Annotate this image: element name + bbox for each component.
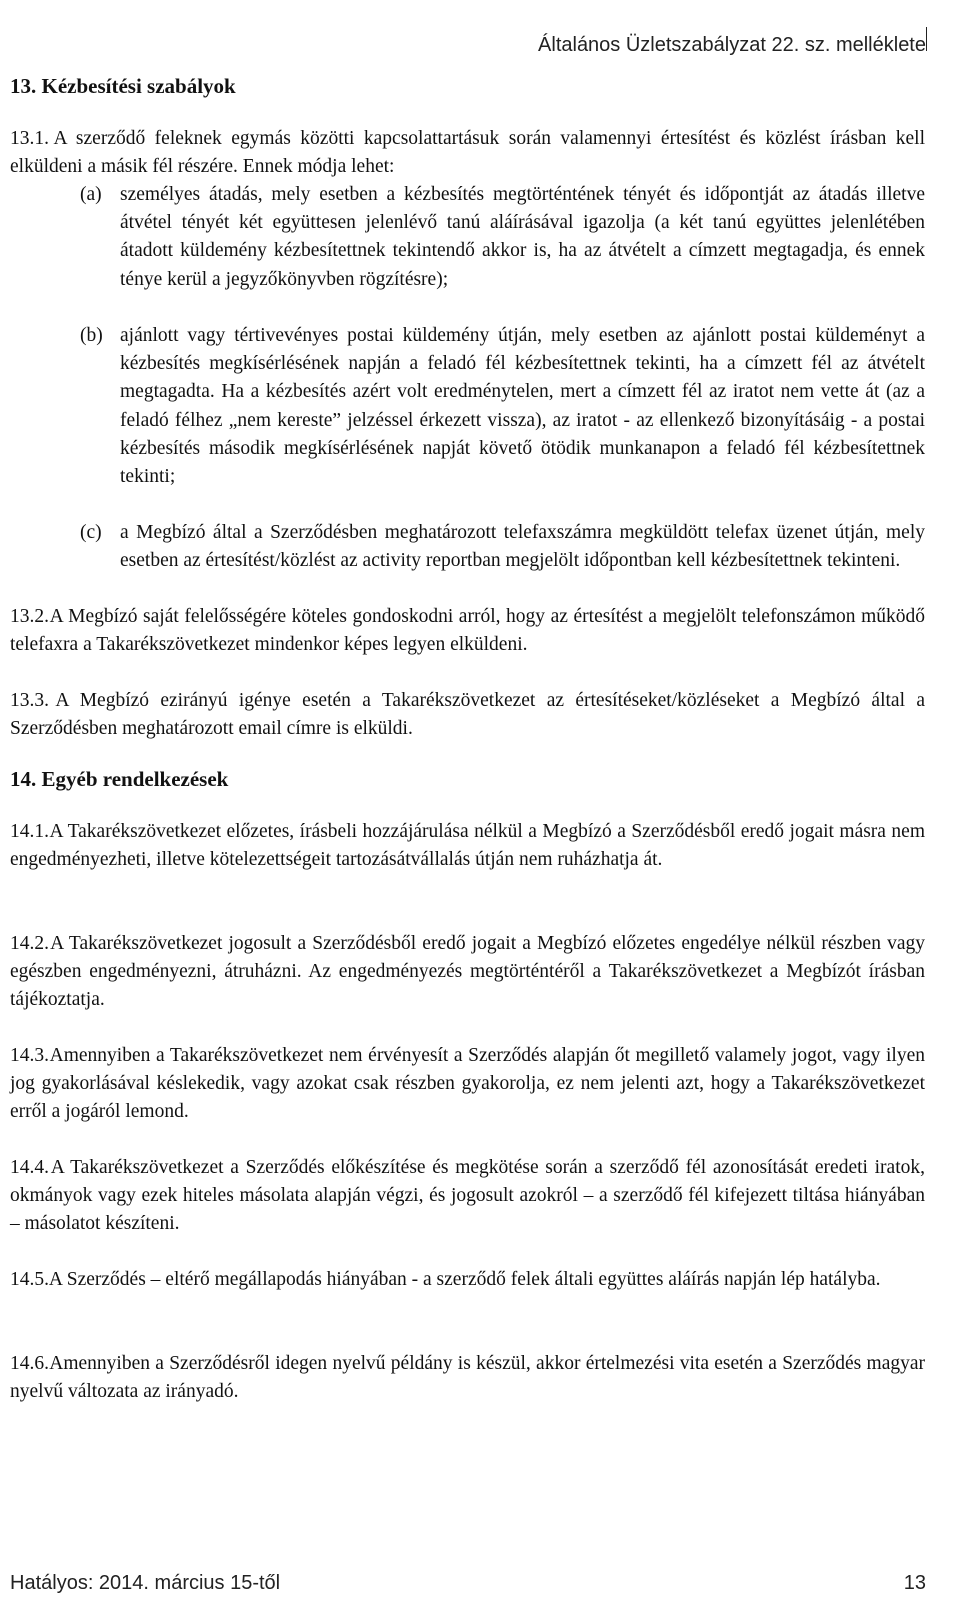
- section-14-heading: 14. Egyéb rendelkezések: [10, 767, 229, 791]
- paragraph-14-6: [10, 1350, 925, 1406]
- paragraph-number: 14.6.: [10, 1353, 49, 1374]
- list-item-text: személyes átadás, mely esetben a kézbesítés megtörténtének tényét és időpontját az átadás illetve átvétel tényét két együttesen jelenlévő tanú aláírásával igazolja (a két tanú együttes jelenlétében átadott küldemény kézbesítettnek tekintendő akkor is, ha az átvételt a címzett megtagadja, és ennek ténye kerül a jegyzőkönyvben rögzítésre);: [120, 184, 925, 290]
- list-item-label: (c): [80, 522, 102, 543]
- paragraph-13-3: [10, 687, 925, 743]
- list-item-label: (b): [80, 325, 103, 346]
- header-rule-mark: [926, 27, 927, 51]
- paragraph-13-2: [10, 603, 925, 659]
- paragraph-14-3: [10, 1042, 925, 1127]
- list-item-c: [80, 519, 925, 575]
- list-item-a: [80, 181, 925, 294]
- list-item-b: [80, 322, 925, 491]
- list-item-label: (a): [80, 184, 102, 205]
- paragraph-14-2: [10, 930, 925, 1015]
- section-13-heading: 13. Kézbesítési szabályok: [10, 74, 236, 98]
- page-footer: [10, 1572, 926, 1595]
- paragraph-14-5: [10, 1266, 925, 1294]
- page-number: 13: [903, 1572, 926, 1594]
- paragraph-text: Amennyiben a Szerződésről idegen nyelvű példány is készül, akkor értelmezési vita esetén a Szerződés magyar nyelvű változata az irányadó.: [10, 1353, 925, 1403]
- paragraph-number: 13.1.: [10, 128, 49, 149]
- paragraph-number: 14.5.: [10, 1269, 49, 1290]
- paragraph-13-1: [10, 125, 925, 181]
- paragraph-14-1: [10, 818, 925, 874]
- list-item-text: ajánlott vagy tértivevényes postai küldemény útján, mely esetben az ajánlott postai küldeményt a kézbesítés megkísérlésének napján a feladó fél kézbesítettnek tekinti, ha a címzett fél az átvételt megtagadta. Ha a kézbesítés azért volt eredménytelen, mert a címzett fél az iratot nem vette át (az a feladó félhez „nem kereste” jelzéssel érkezett vissza), az iratot - az ellenkező bizonyításáig - a postai kézbesítés második megkísérlésének napját követő ötödik munkanapon a feladó fél kézbesítettnek tekinti;: [120, 325, 925, 488]
- paragraph-text: A Takarékszövetkezet előzetes, írásbeli hozzájárulása nélkül a Megbízó a Szerződésből eredő jogait másra nem engedményezheti, illetve kötelezettségeit tartozásátvállalás útján nem ruházhatja át.: [10, 821, 925, 871]
- paragraph-number: 14.3.: [10, 1045, 49, 1066]
- list-item-text: a Megbízó által a Szerződésben meghatározott telefaxszámra megküldött telefax üzenet útján, mely esetben az értesítést/közlést az activity reportban megjelölt időpontban kell kézbesítettnek tekinteni.: [120, 522, 925, 572]
- paragraph-number: 13.3.: [10, 690, 49, 711]
- paragraph-text: A Takarékszövetkezet a Szerződés előkészítése és megkötése során a szerződő fél azonosítását eredeti iratok, okmányok vagy ezek hiteles másolata alapján végzi, és jogosult azokról – a szerződő fél kifejezett tiltása hiányában – másolatot készíteni.: [10, 1157, 926, 1235]
- paragraph-text: A Megbízó ezirányú igénye esetén a Takarékszövetkezet az értesítéseket/közléseket a Megbízó által a Szerződésben meghatározott email címre is elküldi.: [10, 690, 926, 740]
- paragraph-text: A Szerződés – eltérő megállapodás hiányában - a szerződő felek általi együttes aláírás napján lép hatályba.: [48, 1269, 881, 1290]
- paragraph-text: A szerződő feleknek egymás közötti kapcsolattartásuk során valamennyi értesítést és közlést írásban kell elküldeni a másik fél részére. Ennek módja lehet:: [10, 128, 926, 178]
- paragraph-text: A Megbízó saját felelősségére köteles gondoskodni arról, hogy az értesítést a megjelölt telefonszámon működő telefaxra a Takarékszövetkezet mindenkor képes legyen elküldeni.: [10, 606, 926, 656]
- document-header-title: Általános Üzletszabályzat 22. sz. melléklete: [538, 34, 926, 56]
- paragraph-number: 14.1.: [10, 821, 49, 842]
- paragraph-number: 13.2.: [10, 606, 49, 627]
- paragraph-14-4: [10, 1154, 925, 1239]
- paragraph-number: 14.2.: [10, 933, 49, 954]
- paragraph-text: A Takarékszövetkezet jogosult a Szerződésből eredő jogait a Megbízó előzetes engedélye nélkül részben vagy egészben engedményezni, átruházni. Az engedményezés megtörténtéről a Takarékszövetkezet a Megbízót írásban tájékoztatja.: [10, 933, 925, 1011]
- effective-date: Hatályos: 2014. március 15-től: [10, 1572, 281, 1594]
- paragraph-text: Amennyiben a Takarékszövetkezet nem érvényesít a Szerződés alapján őt megillető valamely jogot, vagy ilyen jog gyakorlásával késlekedik, vagy azokat csak részben gyakorolja, ez nem jelenti azt, hogy a Takarékszövetkezet erről a jogáról lemond.: [10, 1045, 926, 1123]
- paragraph-number: 14.4.: [10, 1157, 49, 1178]
